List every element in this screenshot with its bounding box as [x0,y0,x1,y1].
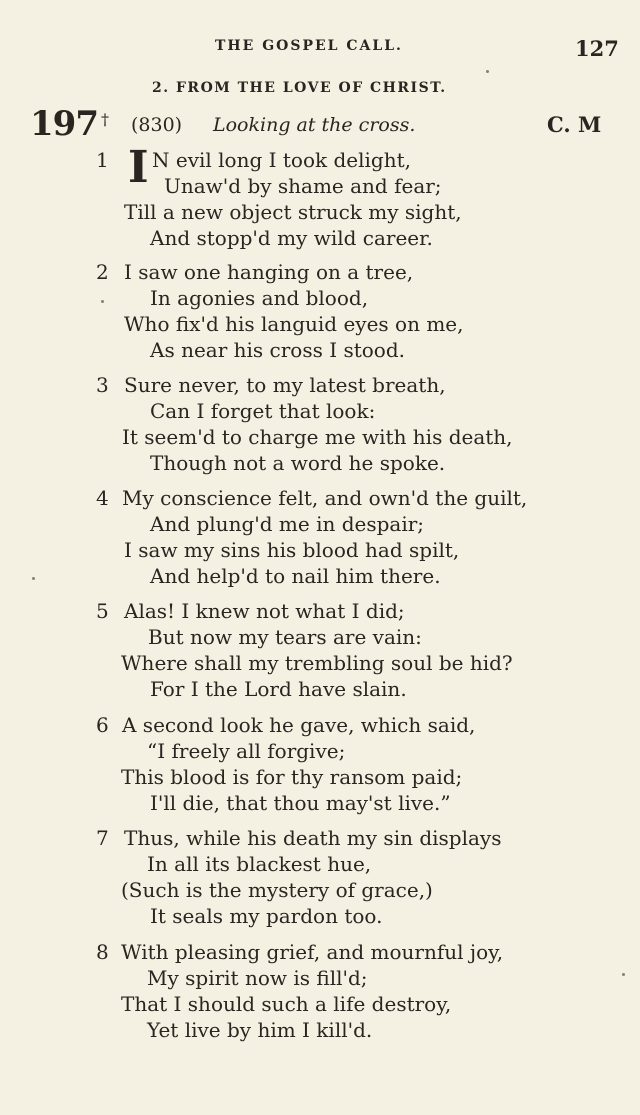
stanza-line: I saw my sins his blood had spilt, [124,538,460,562]
stanza-number: 4 [96,486,109,510]
hymn-number: 197 [30,104,98,144]
hymn-title: Looking at the cross. [213,114,416,136]
ink-speck [32,577,35,580]
hymn-reference: (830) [131,114,183,136]
hymn-header [0,104,640,144]
ink-speck [486,70,489,73]
stanza-number: 7 [96,826,109,850]
stanza-line: And help'd to nail him there. [150,564,441,588]
stanza-line: Who fix'd his languid eyes on me, [124,312,464,336]
stanza-number: 3 [96,373,109,397]
stanza-line: In all its blackest hue, [147,852,372,876]
stanza-line: That I should such a life destroy, [121,992,452,1016]
stanza-line: Though not a word he spoke. [150,451,446,475]
stanza-line: I saw one hanging on a tree, [124,260,414,284]
stanza-line: (Such is the mystery of grace,) [121,878,433,902]
stanza-line: “I freely all forgive; [147,739,346,763]
running-title: THE GOSPEL CALL. [215,38,403,54]
page-number: 127 [575,36,619,61]
hymn-meter: C. M [547,112,602,137]
stanza-line: And plung'd me in despair; [150,512,425,536]
section-heading: 2. FROM THE LOVE OF CHRIST. [152,80,447,96]
running-head [0,36,640,60]
stanza-line: Till a new object struck my sight, [124,200,462,224]
stanza-line: Alas! I knew not what I did; [124,599,405,623]
ink-speck [622,973,625,976]
stanza-number: 5 [96,599,109,623]
stanza-line: As near his cross I stood. [150,338,406,362]
dropcap: I [128,142,149,193]
stanza-line: Sure never, to my latest breath, [124,373,446,397]
stanza-line: It seals my pardon too. [150,904,383,928]
stanza-number: 1 [96,148,109,172]
stanza-line: For I the Lord have slain. [150,677,407,701]
stanza-line: Can I forget that look: [150,399,376,423]
stanza-line: It seem'd to charge me with his death, [122,425,513,449]
stanza-line: With pleasing grief, and mournful joy, [121,940,504,964]
ink-speck [101,300,104,303]
stanza-line: And stopp'd my wild career. [150,226,433,250]
stanza-line: Unaw'd by shame and fear; [164,174,442,198]
stanza-line: This blood is for thy ransom paid; [121,765,463,789]
stanza-line: Yet live by him I kill'd. [147,1018,373,1042]
hymn-dagger: † [101,110,109,129]
stanza-line: In agonies and blood, [150,286,369,310]
stanza-line: I'll die, that thou may'st live.” [150,791,451,815]
stanza-line: Where shall my trembling soul be hid? [121,651,513,675]
stanza-number: 2 [96,260,109,284]
stanza-line: My conscience felt, and own'd the guilt, [122,486,528,510]
stanza-line: N evil long I took delight, [152,148,411,172]
stanza-number: 8 [96,940,109,964]
stanza-line: A second look he gave, which said, [122,713,476,737]
stanza-number: 6 [96,713,109,737]
stanza-line: Thus, while his death my sin displays [124,826,502,850]
stanza-line: But now my tears are vain: [148,625,422,649]
stanza-line: My spirit now is fill'd; [147,966,368,990]
